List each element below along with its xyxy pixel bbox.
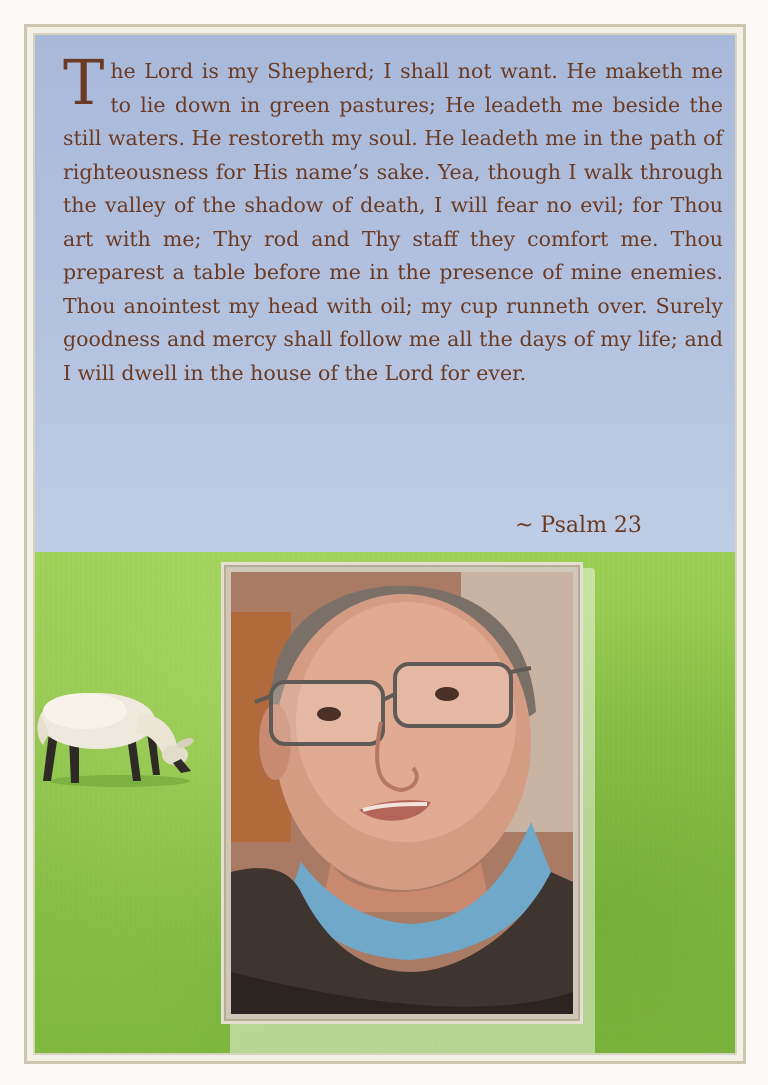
verse-text: he Lord is my Shepherd; I shall not want. He maketh me to lie down in green pastures; He leadeth me beside the still waters. He restoreth my soul. He leadeth me in the path of righteousness for His name’s sake. Yea, though I walk through the valley of the shadow of death, I will fear no evil; for Thou art with me; Thy rod and Thy staff they comfort me. Thou preparest a table before me in the presence of mine enemies. Thou anointest my head with oil; my cup runneth over. Surely goodness and mercy shall follow me all the days of my life; and I will dwell in the house of the Lord for ever. — [63, 59, 723, 385]
portrait-frame — [221, 562, 583, 1024]
portrait-photo — [231, 572, 573, 1014]
psalm-attribution: ~ Psalm 23 — [515, 513, 642, 538]
psalm-verse — [63, 46, 723, 390]
card-inner-panel — [33, 33, 737, 1055]
portrait-illustration — [231, 572, 573, 1014]
drop-cap: T — [63, 46, 105, 119]
lamb-image — [35, 663, 205, 793]
